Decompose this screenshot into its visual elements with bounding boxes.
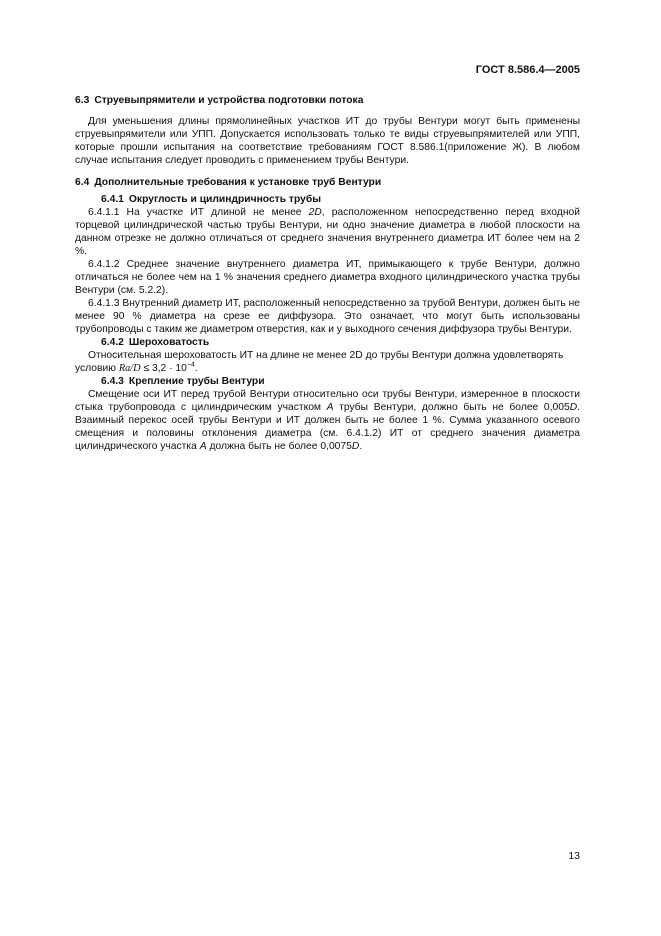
- paragraph-6-4-2: Относительная шероховатость ИТ на длине не менее 2D до трубы Вентури должна удовлетворять: [88, 350, 564, 361]
- page-number: 13: [568, 850, 580, 862]
- text-run-italic: D: [569, 402, 578, 413]
- heading-number: 6.3: [75, 95, 90, 106]
- heading-title: Округлость и цилиндричность трубы: [128, 194, 321, 205]
- text-run: , расположенном непосредственно перед входной торцевой цилиндрической частью трубы Вентури, ни одно значение диаметра в любой плоскости на данном отрезке не должно отличаться от среднего значения внутреннего диаметра ИТ более чем на 2 %.: [75, 207, 580, 257]
- heading-number: 6.4.3: [101, 376, 124, 387]
- text-run: условию: [75, 363, 119, 374]
- heading-title: Дополнительные требования к установке труб Вентури: [94, 177, 382, 188]
- text-run: Смещение оси ИТ перед трубой Вентури относительно оси трубы Вентури, измеренное в плоскости стыка трубопровода с цилиндрическим участком: [75, 389, 580, 413]
- heading-title: Шероховатость: [128, 337, 210, 348]
- heading-6-4-2: [75, 336, 580, 349]
- text-run-italic: А: [199, 441, 207, 452]
- text-run: должна быть не более 0,0075: [206, 441, 352, 452]
- exponent: −4: [186, 361, 195, 369]
- text-run: . Взаимный перекос осей трубы Вентури и ИТ должен быть не более 1 %. Сумма указанного осевого смещения и половины отклонения диаметра (см. 6.4.1.2) ИТ от среднего значения диаметра цилиндрического участка: [75, 402, 581, 452]
- text-run: ≤ 3,2 · 10: [140, 363, 187, 374]
- paragraph-6-4-1-1: [75, 206, 580, 258]
- text-run-italic: D: [351, 441, 360, 452]
- paragraph-6-4-1-2: 6.4.1.2 Среднее значение внутреннего диаметра ИТ, примыкающего к трубе Вентури, должно отличаться не более чем на 1 % значения среднего диаметра входного цилиндрического участка трубы Вентури (см. 5.2.2).: [75, 259, 580, 296]
- paragraph-6-4-2-formula: [75, 362, 580, 375]
- formula-ra-d: Ra/D: [118, 363, 141, 374]
- paragraph-6-4-1-3: 6.4.1.3 Внутренний диаметр ИТ, расположенный непосредственно за трубой Вентури, должен быть не менее 90 % диаметра на срезе ее диффузора. Это означает, что могут быть использованы трубопроводы с таким же диаметром отверстия, как и у выходного сечения диффузора трубы Вентури.: [75, 298, 580, 335]
- text-run: .: [194, 363, 198, 374]
- paragraph-6-4-3: [75, 388, 580, 453]
- paragraph-6-3: Для уменьшения длины прямолинейных участков ИТ до трубы Вентури могут быть применены струевыпрямители или УПП. Допускается использовать только те виды струевыпрямителей или УПП, которые прошли испытания на соответствие требованиям ГОСТ 8.586.1(приложение Ж). В любом случае испытания следует проводить с применением трубы Вентури.: [75, 116, 580, 166]
- heading-number: 6.4.2: [101, 337, 124, 348]
- heading-6-4-3: [75, 375, 580, 388]
- text-run: .: [359, 441, 363, 452]
- heading-title: Струевыпрямители и устройства подготовки потока: [94, 95, 364, 106]
- heading-6-4: [75, 176, 580, 189]
- heading-number: 6.4: [75, 177, 90, 188]
- page-content: [75, 94, 580, 453]
- heading-6-4-1: [75, 193, 580, 206]
- heading-6-3: [75, 94, 580, 107]
- heading-title: Крепление трубы Вентури: [128, 376, 265, 387]
- text-run-italic: 2D: [308, 207, 322, 218]
- text-run: трубы Вентури, должно быть не более 0,005: [333, 402, 570, 413]
- heading-number: 6.4.1: [101, 194, 124, 205]
- document-code: ГОСТ 8.586.4—2005: [475, 64, 580, 76]
- text-run-italic: А: [326, 402, 334, 413]
- text-run: 6.4.1.1 На участке ИТ длиной не менее: [88, 207, 309, 218]
